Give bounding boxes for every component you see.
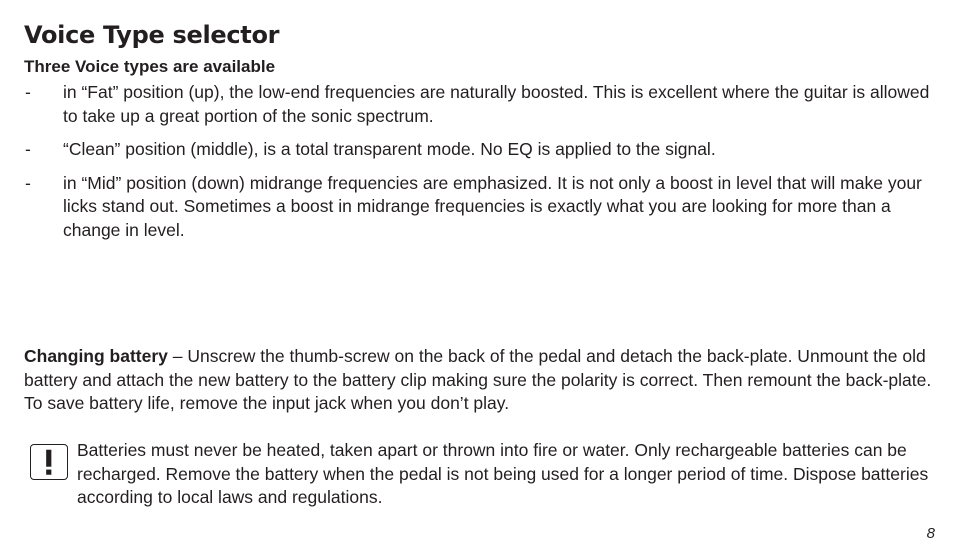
list-item-text: in “Mid” position (down) midrange frequencies are emphasized. It is not only a boost in level that will make your licks stand out. Sometimes a boost in midrange frequencies is exactly what you are looking for more than a change in level. [63,172,922,240]
changing-battery-paragraph [24,345,939,416]
subheading: Three Voice types are available [24,57,276,76]
list-item-text: in “Fat” position (up), the low-end frequencies are naturally boosted. This is excellent where the guitar is allowed to take up a great portion of the sonic spectrum. [63,82,930,126]
changing-battery-text: – Unscrew the thumb-screw on the back of the pedal and detach the back-plate. Unmount the old battery and attach the new battery to the battery clip making sure the polarity is correct. Then remount the back-plate. To save battery life, remove the input jack when you don’t play. [24,346,932,413]
changing-battery-label: Changing battery [24,346,168,366]
bullet-dash: - [25,139,31,159]
page-title: Voice Type selector [24,21,280,49]
battery-warning-text: Batteries must never be heated, taken apart or thrown into fire or water. Only rechargeable batteries can be recharged. Remove the battery when the pedal is not being used for a longer period of time. Dispose batteries according to local laws and regulations. [77,440,929,507]
list-item-text: “Clean” position (middle), is a total transparent mode. No EQ is applied to the signal. [63,139,716,159]
exclamation-icon [30,444,68,480]
voice-type-list [24,81,934,252]
bullet-dash: - [25,82,31,102]
list-item [24,138,934,162]
bullet-dash: - [25,172,31,193]
list-item [24,81,934,128]
list-item [24,172,934,243]
page-number: 8 [926,525,935,542]
